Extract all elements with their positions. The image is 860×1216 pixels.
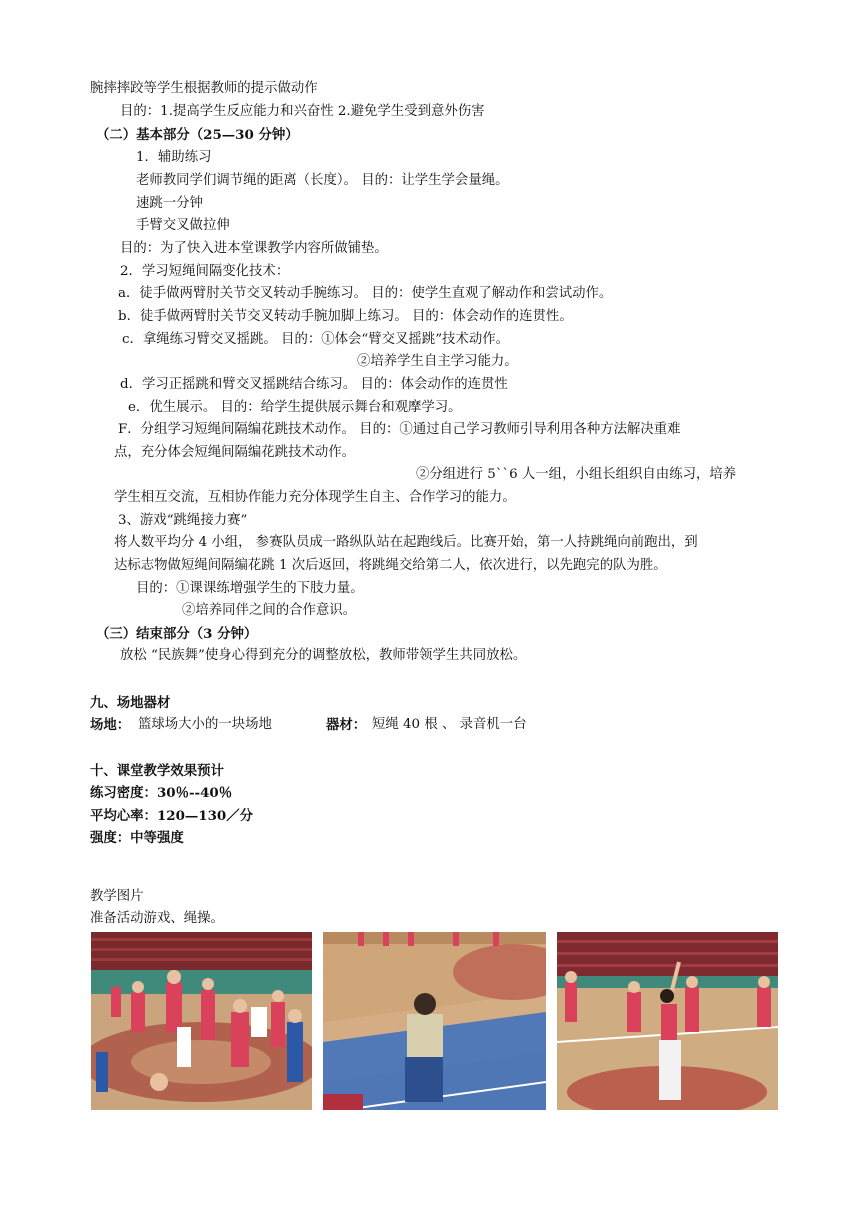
text-line: F．分组学习短绳间隔编花跳技术动作。 目的：①通过自己学习教师引导利用各种方法解决重难	[118, 422, 681, 437]
text-line: 老师教同学们调节绳的距离（长度）。 目的：让学生学会量绳。	[136, 173, 509, 188]
text-line: ②培养学生自主学习能力。	[357, 354, 518, 369]
text-line: 目的：为了快入进本堂课教学内容所做铺垫。	[120, 241, 388, 256]
heading-expected-effect: 十、课堂教学效果预计	[90, 763, 224, 779]
intensity: 强度：中等强度	[90, 830, 184, 846]
text-line: e．优生展示。 目的：给学生提供展示舞台和观摩学习。	[128, 400, 462, 415]
text-line: c．拿绳练习臂交叉摇跳。 目的：①体会“臂交叉摇跳”技术动作。	[122, 332, 509, 347]
text-line: 点，充分体会短绳间隔编花跳技术动作。	[114, 445, 356, 460]
text-line: d．学习正摇跳和臂交叉摇跳结合练习。 目的：体会动作的连贯性	[120, 377, 508, 392]
equipment-label: 器材：	[326, 717, 367, 733]
text-line: 将人数平均分 4 小组， 参赛队员成一路纵队站在起跑线后。比赛开始，第一人持跳绳向前跑出，到	[114, 535, 698, 550]
text-line: ②培养同伴之间的合作意识。	[182, 603, 357, 618]
heading-venue-equipment: 九、场地器材	[90, 695, 171, 711]
practice-density: 练习密度：30％--40％	[90, 785, 233, 801]
teaching-photo-1	[91, 932, 312, 1110]
text-line: 目的：1.提高学生反应能力和兴奋性 2.避免学生受到意外伤害	[120, 104, 485, 119]
text-line: 腕摔摔跤等学生根据教师的提示做动作	[90, 81, 318, 96]
section-heading-basic: （二）基本部分（25—30 分钟）	[96, 127, 299, 143]
equipment-value: 短绳 40 根 、 录音机一台	[372, 717, 527, 732]
text-line: 3、游戏“跳绳接力赛”	[118, 513, 248, 528]
venue-value: 篮球场大小的一块场地	[138, 717, 272, 732]
text-line: 学生相互交流，互相协作能力充分体现学生自主、合作学习的能力。	[114, 490, 516, 505]
text-line: 目的：①课课练增强学生的下肢力量。	[136, 581, 364, 596]
text-line: 1．辅助练习	[136, 150, 212, 165]
photos-caption: 准备活动游戏、绳操。	[90, 911, 224, 926]
text-line: 放松 “民族舞”使身心得到充分的调整放松，教师带领学生共同放松。	[120, 648, 527, 663]
teaching-photo-3	[557, 932, 778, 1110]
venue-label: 场地：	[90, 717, 131, 733]
text-line: b．徒手做两臂肘关节交叉转动手腕加脚上练习。 目的：体会动作的连贯性。	[118, 309, 573, 324]
average-heart-rate: 平均心率：120—130／分	[90, 808, 254, 824]
text-line: ②分组进行 5``6 人一组，小组长组织自由练习，培养	[416, 467, 737, 482]
text-line: 速跳一分钟	[136, 196, 203, 211]
teaching-photo-2	[323, 932, 546, 1110]
text-line: 达标志物做短绳间隔编花跳 1 次后返回，将跳绳交给第二人，依次进行，以先跑完的队为胜。	[114, 558, 667, 573]
photos-heading: 教学图片	[90, 889, 144, 904]
section-heading-ending: （三）结束部分（3 分钟）	[96, 626, 258, 642]
text-line: a．徒手做两臂肘关节交叉转动手腕练习。 目的：使学生直观了解动作和尝试动作。	[118, 286, 613, 301]
text-line: 手臂交叉做拉伸	[136, 218, 230, 233]
text-line: 2．学习短绳间隔变化技术：	[120, 264, 290, 279]
